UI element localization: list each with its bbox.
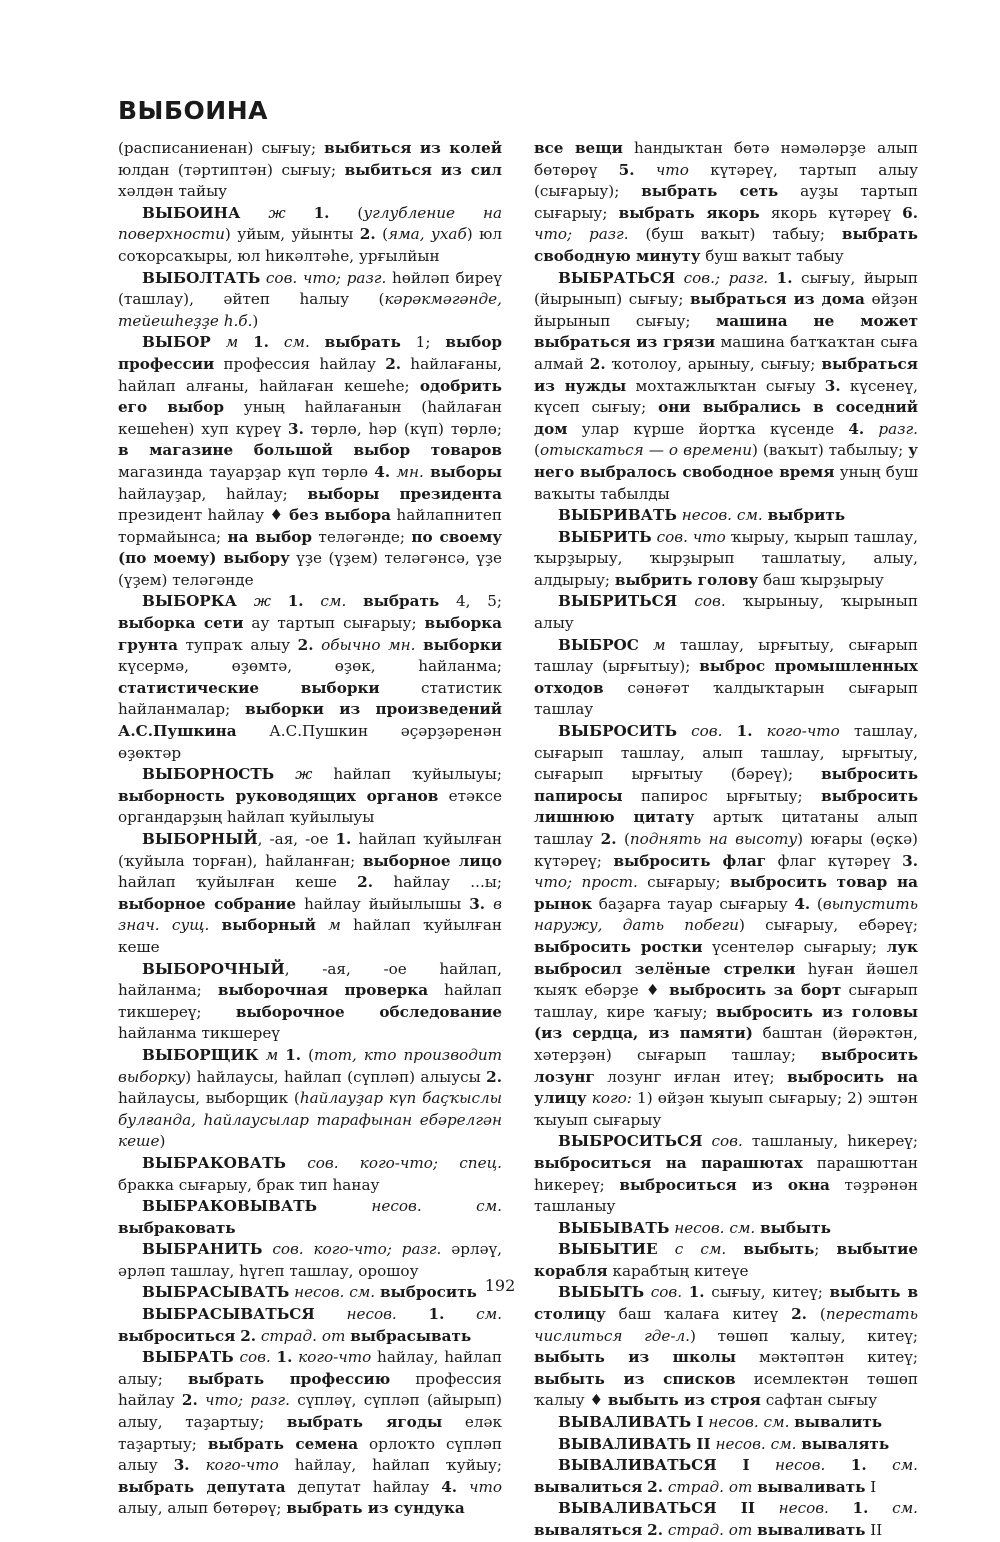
dictionary-entry: ВЫБОИНА ж 1. (углубление на поверхности) уйым, уйынты 2. (яма, ухаб) юл соҡорсаҡыры, юл һикәлтәһе, урғылйын bbox=[118, 203, 503, 265]
dictionary-entry: ВЫВАЛИВАТЬСЯ II несов. 1. см. вываляться 2. страд. от вываливать II bbox=[534, 1499, 918, 1539]
dictionary-entry: ВЫБРАТЬСЯ сов.; разг. 1. сығыу, йырып (йырынып) сығыу; выбраться из дома өйҙән йырынып сығыу; машина не может выбраться из грязи машина батҡаҡтан сыға алмай 2. ҡотолоу, арыныу, сығыу; выбраться из нужды мохтажлыҡтан сығыу 3. күсенеү, күсеп сығыу; они выбрались в соседний дом улар күрше йортҡа күсенде 4. разг. (отыскаться — о времени) (ваҡыт) табылыу; у него выбралось свободное время уның буш ваҡыты табылды bbox=[534, 268, 918, 503]
dictionary-entry: ВЫБРАКОВАТЬ сов. кого-что; спец. бракка сығарыу, брак тип һанау bbox=[118, 1153, 502, 1194]
dictionary-entry: ВЫБРАНИТЬ сов. кого-что; разг. әрләү, әрләп ташлау, һүгеп ташлау, орошоу bbox=[118, 1240, 502, 1280]
left-column bbox=[118, 138, 502, 1520]
dictionary-entry: ВЫБРАТЬ сов. 1. кого-что һайлау, һайлап алыу; выбрать профессию профессия һайлау 2. что; разг. сүпләү, сүпләп (айырып) алыу, таҙартыу; выбрать ягоды еләк таҙартыу; выбрать семена орлоҡто сүпләп алыу 3. кого-что һайлау, һайлап ҡуйыу; выбрать депутата депутат һайлау 4. что алыу, алып бөтөрөү; выбрать из сундука bbox=[118, 1348, 503, 1518]
dictionary-entry: ВЫБРАСЫВАТЬ несов. см. выбросить bbox=[142, 1283, 477, 1302]
dictionary-entry: ВЫБРОС м ташлау, ырғытыу, сығарып ташлау (ырғытыу); выброс промышленных отходов сәнәғәт ҡалдыҡтарын сығарып ташлау bbox=[534, 635, 918, 719]
right-column bbox=[534, 138, 918, 1542]
dictionary-entry: (расписаниенан) сығыу; выбиться из колей юлдан (тәртиптән) сығыу; выбиться из сил хәлдән тайыу bbox=[118, 139, 502, 201]
dictionary-entry: ВЫБРОСИТЬСЯ сов. ташланыу, һикереү; выброситься на парашютах парашюттан һикереү; выброситься из окна тәҙрәнән ташланыу bbox=[534, 1132, 919, 1216]
page-number: 192 bbox=[484, 1276, 516, 1295]
dictionary-entry: ВЫБОРЩИК м 1. (тот, кто производит выборку) һайлаусы, һайлап (сүпләп) алыусы 2. һайлаусы, выборщик (һайлауҙар күп баҫҡыслы булғанда, һайлаусылар тарафынан ебәрелгән кеше) bbox=[118, 1045, 503, 1151]
dictionary-entry: ВЫБРАСЫВАТЬСЯ несов. 1. см. выброситься 2. страд. от выбрасывать bbox=[118, 1305, 503, 1345]
dictionary-entry: ВЫБЫВАТЬ несов. см. выбыть bbox=[558, 1218, 831, 1237]
dictionary-entry: ВЫБЫТЬ сов. 1. сығыу, китеү; выбыть в столицу баш ҡалаға китеү 2. (перестать числиться где-л.) төшөп ҡалыу, китеү; выбыть из школы мәктәптән китеү; выбыть из списков исемлектән төшөп ҡалыу ♦ выбыть из строя сафтан сығыу bbox=[534, 1283, 919, 1410]
dictionary-entry: ВЫВАЛИВАТЬ I несов. см. вывалить bbox=[558, 1413, 883, 1432]
dictionary-entry: ВЫБОРОЧНЫЙ, -ая, -ое һайлап, һайланма; выборочная проверка һайлап тикшереү; выборочное обследование һайланма тикшереү bbox=[118, 959, 502, 1043]
dictionary-entry: ВЫБЫТИЕ с см. выбыть; выбытие корабля карабтың китеүе bbox=[534, 1240, 919, 1280]
dictionary-entry: ВЫБРОСИТЬ сов. 1. кого-что ташлау, сығарып ташлау, алып ташлау, ырғытыу, сығарып ырғытыу (бәреү); выбросить папиросы папирос ырғытыу; выбросить лишнюю цитату артыҡ цитатаны алып ташлау 2. (поднять на высоту) юғары (өҫкә) күтәреү; выбросить флаг флаг күтәреү 3. что; прост. сығарыу; выбросить товар на рынок баҙарға тауар сығарыу 4. (выпустить наружу, дать побеги) сығарыу, ебәреү; выбросить ростки үсентеләр сығарыу; лук выбросил зелёные стрелки һуған йәшел ҡыяҡ ебәрҙе ♦ выбросить за борт сығарып ташлау, кире ҡағыу; выбросить из головы (из сердца, из памяти) баштан (йөрәктән, хәтерҙән) сығарып ташлау; выбросить лозунг лозунг иғлан итеү; выбросить на улицу кого: 1) өйҙән ҡыуып сығарыу; 2) эштән ҡыуып сығарыу bbox=[534, 722, 919, 1129]
dictionary-entry: ВЫВАЛИВАТЬСЯ I несов. 1. см. вывалиться 2. страд. от вываливать I bbox=[534, 1456, 919, 1496]
dictionary-entry: все вещи һандыҡтан бөтә нәмәләрҙе алып бөтөрөү 5. что күтәреү, тартып алыу (сығарыу); выбрать сеть ауҙы тартып сығарыу; выбрать якорь якорь күтәреү 6. что; разг. (буш ваҡыт) табыу; выбрать свободную минуту буш ваҡыт табыу bbox=[534, 139, 919, 265]
dictionary-entry: ВЫБРИВАТЬ несов. см. выбрить bbox=[558, 506, 846, 525]
dictionary-entry: ВЫБРИТЬ сов. что ҡырыу, ҡырып ташлау, ҡырҙырыу, ҡырҙырып ташлатыу, алыу, алдырыу; выбрить голову баш ҡырҙырыу bbox=[534, 527, 919, 589]
dictionary-entry: ВЫБРИТЬСЯ сов. ҡырыныу, ҡырынып алыу bbox=[534, 592, 919, 633]
dictionary-entry: ВЫБОЛТАТЬ сов. что; разг. һөйләп биреү (ташлау), әйтеп һалыу (кәрәкмәгәнде, тейешһеҙҙе һ.б.) bbox=[118, 268, 502, 330]
dictionary-entry: ВЫБРАКОВЫВАТЬ несов. см. выбраковать bbox=[118, 1197, 503, 1237]
running-header: ВЫБОИНА bbox=[118, 96, 268, 125]
dictionary-entry: ВЫБОРНОСТЬ ж һайлап ҡуйылыуы; выборность руководящих органов етәксе органдарҙың һайлап ҡуйылыуы bbox=[118, 765, 502, 827]
dictionary-entry: ВЫБОРНЫЙ, -ая, -ое 1. һайлап ҡуйылған (ҡуйыла торған), һайланған; выборное лицо һайлап ҡуйылған кеше 2. һайлау ...ы; выборное собрание һайлау йыйылышы 3. в знач. сущ. выборный м һайлап ҡуйылған кеше bbox=[118, 830, 503, 956]
dictionary-entry: ВЫБОРКА ж 1. см. выбрать 4, 5; выборка сети ау тартып сығарыу; выборка грунта тупраҡ алыу 2. обычно мн. выборки күсермә, өҙөмтә, өҙөк, һайланма; статистические выборки статистик һайланмалар; выборки из произведений А.С.Пушкина А.С.Пушкин әҫәрҙәренән өҙөктәр bbox=[118, 592, 503, 762]
dictionary-entry: ВЫБОР м 1. см. выбрать 1; выбор профессии профессия һайлау 2. һайлағаны, һайлап алғаны, һайлаған кешеһе; одобрить его выбор уның һайлағанын (һайлаған кешеһен) хуп күреү 3. төрлө, һәр (күп) төрлө; в магазине большой выбор товаров магазинда тауарҙар күп төрлө 4. мн. выборы һайлауҙар, һайлау; выборы президента президент һайлау ♦ без выбора һайлапнитеп тормайынса; на выбор теләгәнде; по своему (по моему) выбору үҙе (үҙем) теләгәнсә, үҙе (үҙем) теләгәнде bbox=[118, 333, 503, 589]
dictionary-entry: ВЫВАЛИВАТЬ II несов. см. вывалять bbox=[558, 1434, 890, 1453]
